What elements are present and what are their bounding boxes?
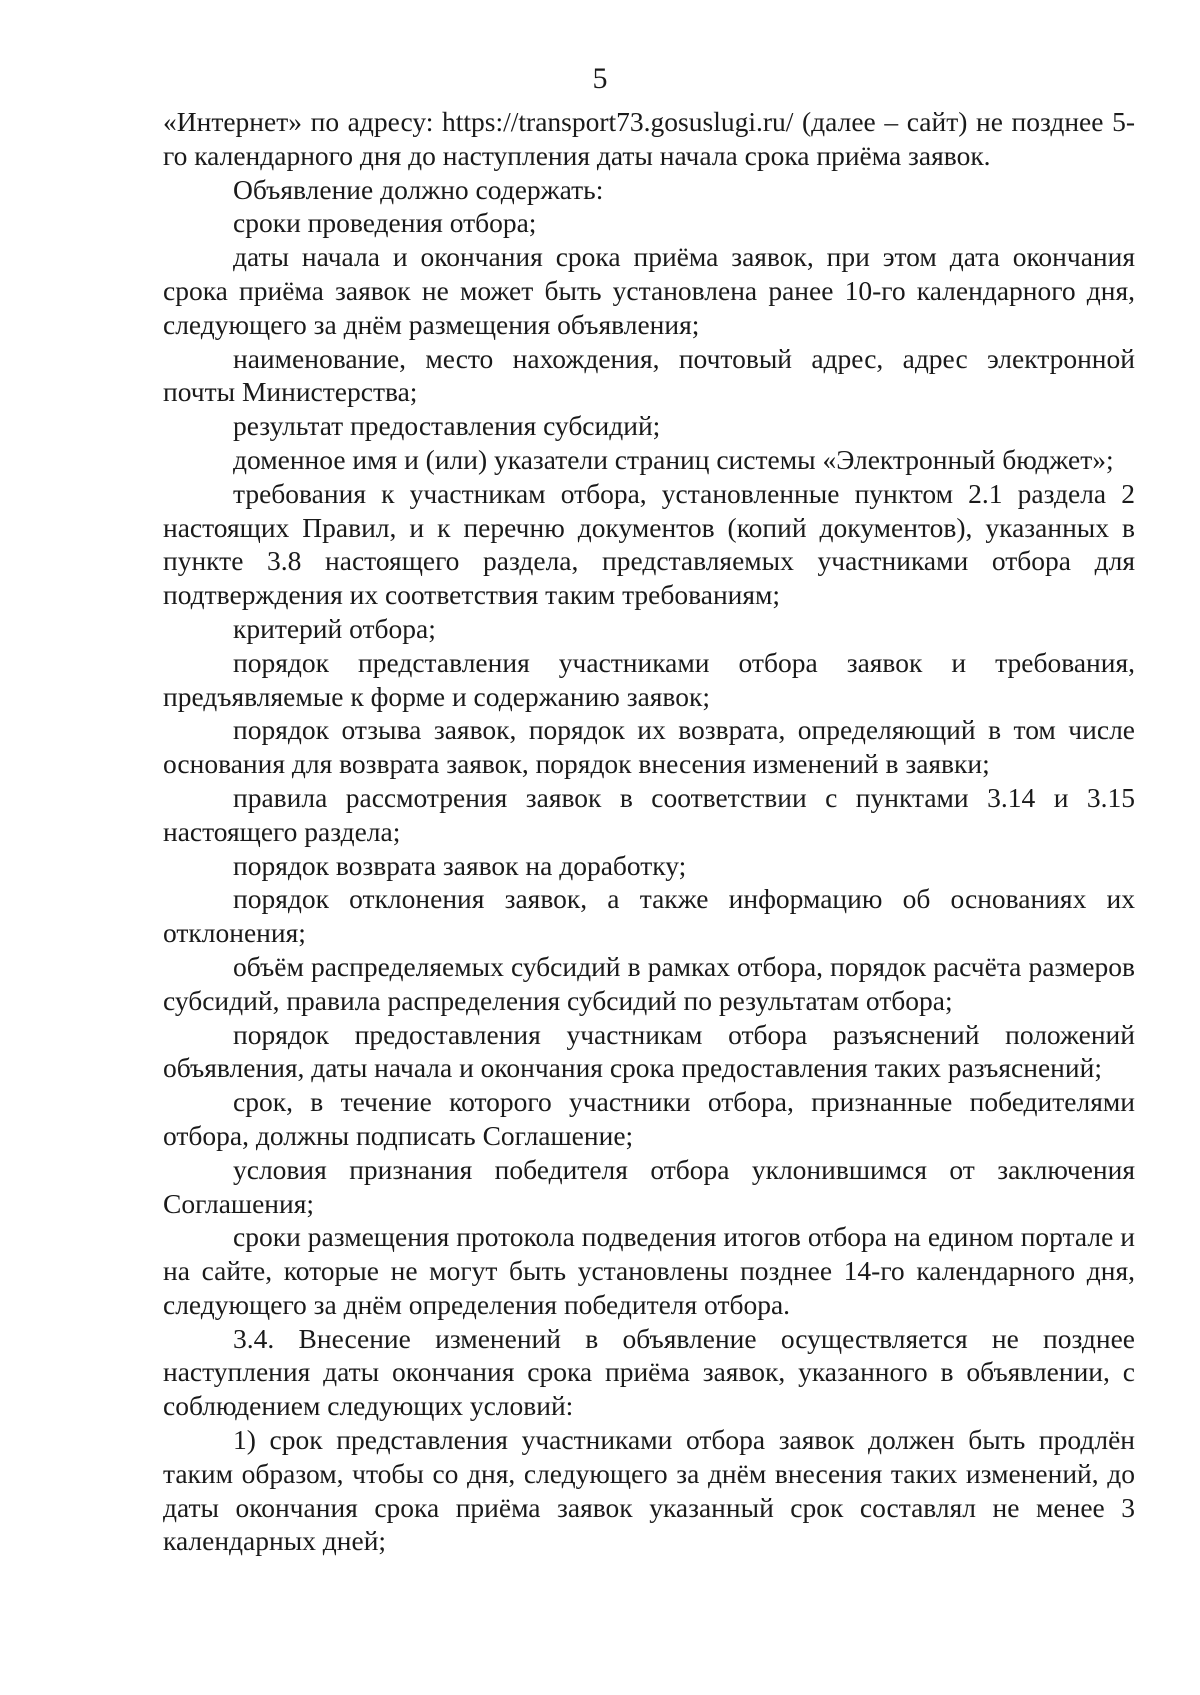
paragraph: 1) срок представления участниками отбора заявок должен быть продлён таким образом, чтобы со дня, следующего за днём внесения таких изменений, до даты окончания срока приёма заявок указанный срок составлял не менее 3 календарных дней; [163,1424,1135,1557]
paragraph: 3.4. Внесение изменений в объявление осуществляется не позднее наступления даты окончания срока приёма заявок, указанного в объявлении, с соблюдением следующих условий: [163,1322,1135,1422]
document-body [163,105,1135,1558]
paragraph: требования к участникам отбора, установленные пунктом 2.1 раздела 2 настоящих Правил, и к перечню документов (копий документов), указанных в пункте 3.8 настоящего раздела, представляемых участниками отбора для подтверждения их соответствия таким требованиям; [163,477,1135,611]
paragraph: порядок отзыва заявок, порядок их возврата, определяющий в том числе основания для возврата заявок, порядок внесения изменений в заявки; [163,714,1135,780]
paragraph: правила рассмотрения заявок в соответствии с пунктами 3.14 и 3.15 настоящего раздела; [163,781,1135,847]
page-number: 5 [592,62,608,95]
paragraph: порядок возврата заявок на доработку; [233,849,687,881]
paragraph: порядок предоставления участникам отбора разъяснений положений объявления, даты начала и окончания срока предоставления таких разъяснений; [163,1018,1135,1084]
paragraph: Объявление должно содержать: [233,173,604,205]
paragraph: «Интернет» по адресу: https://transport73.gosuslugi.ru/ (далее – сайт) не позднее 5-го календарного дня до наступления даты начала срока приёма заявок. [163,106,1135,171]
paragraph: срок, в течение которого участники отбора, признанные победителями отбора, должны подписать Соглашение; [163,1086,1135,1151]
paragraph: даты начала и окончания срока приёма заявок, при этом дата окончания срока приёма заявок не может быть установлена ранее 10-го календарного дня, следующего за днём размещения объявления; [163,241,1135,340]
paragraph: порядок отклонения заявок, а также информацию об основаниях их отклонения; [163,883,1135,949]
paragraph: критерий отбора; [233,612,436,644]
paragraph: порядок представления участниками отбора заявок и требования, предъявляемые к форме и содержанию заявок; [163,646,1135,712]
paragraph: результат предоставления субсидий; [233,410,661,442]
paragraph: сроки проведения отбора; [233,207,537,239]
paragraph: доменное имя и (или) указатели страниц системы «Электронный бюджет»; [233,443,1114,475]
paragraph: сроки размещения протокола подведения итогов отбора на едином портале и на сайте, которые не могут быть установлены позднее 14-го календарного дня, следующего за днём определения победителя отбора. [163,1221,1135,1320]
paragraph: наименование, место нахождения, почтовый адрес, адрес электронной почты Министерства; [163,342,1135,408]
paragraph: объём распределяемых субсидий в рамках отбора, порядок расчёта размеров субсидий, правила распределения субсидий по результатам отбора; [163,950,1135,1016]
paragraph: условия признания победителя отбора уклонившимся от заключения Соглашения; [163,1153,1135,1219]
